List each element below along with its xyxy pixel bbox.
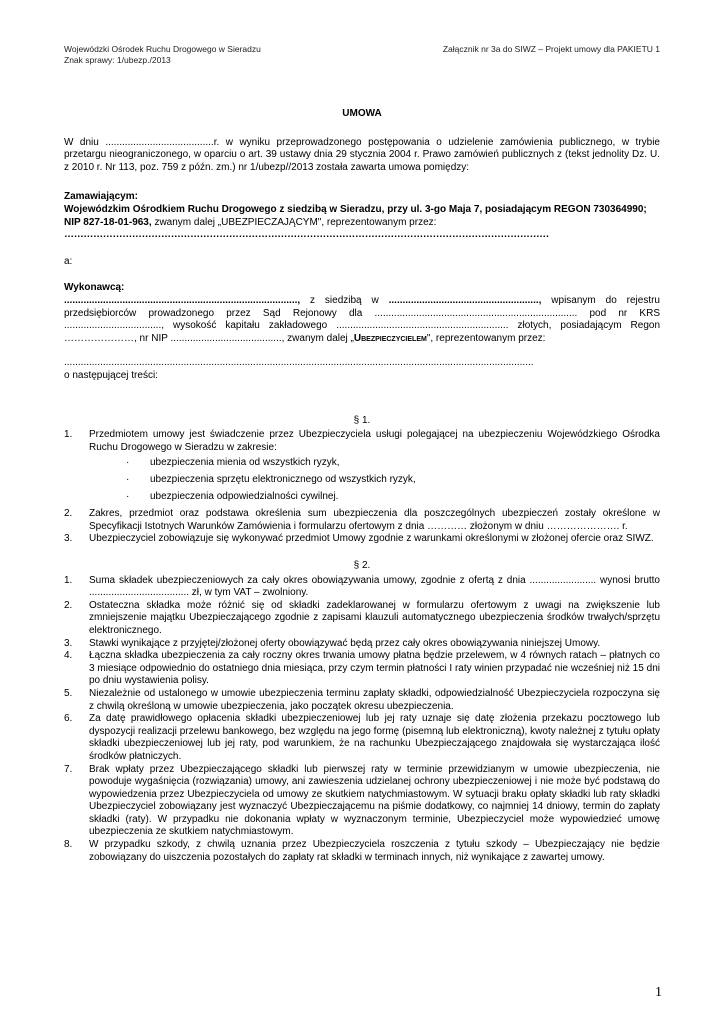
bullet-item: [89, 457, 660, 470]
item-number: 2.: [64, 508, 73, 520]
zamawiajacy-nip: NIP 827-18-01-963,: [64, 216, 152, 228]
header-institution: Wojewódzki Ośrodek Ruchu Drogowego w Sieradzu: [64, 44, 261, 54]
section-1-title: § 1.: [353, 414, 371, 426]
list-item: [64, 839, 660, 864]
zamawiajacy-nip-line: [64, 217, 660, 230]
zamawiajacy-rest: zwanym dalej „UBEZPIECZAJĄCYM", reprezentowanym przez:: [154, 216, 437, 228]
list-item: [64, 650, 660, 688]
bullet-icon: ·: [126, 491, 130, 503]
item-text: Ostateczna składka może różnić się od składki zadeklarowanej w formularzu ofertowym z uwagi na zwiększenie lub zmniejszenie majątku Ubezpieczającego zgodnie z zapisami klauzuli automatycznego ubezpieczenia środków trwałych/sprzętu elektronicznego.: [89, 599, 660, 636]
header-case-number: Znak sprawy: 1/ubezp./2013: [64, 55, 171, 65]
list-item: [64, 688, 660, 713]
section-2-title: § 2.: [353, 560, 371, 572]
zamawiajacy-dots: ……………………………………………………………………………………………………………………………………: [64, 229, 550, 241]
item-number: 7.: [64, 763, 73, 775]
wykonawca-dots-name: ....................................................................................,: [64, 294, 301, 306]
following-content: o następującej treści:: [64, 369, 158, 381]
zamawiajacy-line: Wojewódzkim Ośrodkiem Ruchu Drogowego z siedzibą w Sieradzu, przy ul. 3-go Maja 7, posiadającym REGON 730364990;: [64, 203, 647, 215]
section-2-list: [64, 575, 660, 865]
intro-paragraph: W dniu .......................................r. w wyniku przeprowadzonego postępowania o udzielenie zamówienia publicznego, w trybie przetargu nieograniczonego, w oparciu o art. 39 ustawy dnia 29 stycznia 2004 r. Prawo zamówień publicznych z (tekst jednolity Dz. U. z 2010 r. Nr 113, poz. 759 z późn. zm.) nr 1/ubezp//2013 została zawarta umowa pomiędzy:: [64, 136, 660, 173]
bullet-icon: ·: [126, 474, 130, 486]
item-text: Brak wpłaty przez Ubezpieczającego składki lub pierwszej raty w terminie przewidzianym w umowie ubezpieczenia, nie powoduje wygaśnięcia (rozwiązania) umowy, ani zawieszenia udzielanej ochrony ubezpieczeniowej i nie może być podstawą do wypowiedzenia przez Ubezpieczyciela od umowy ze skutkiem natychmiastowym. W sytuacji braku opłaty składki lub raty składki Ubezpieczyciel zobowiązany jest wyznaczyć Ubezpieczającemu na piśmie dodatkowy, co najmniej 14 dniowy, termin do zapłaty składki (raty). W przypadku nie dokonania wpłaty w wyznaczonym terminie, Ubezpieczyciel może wypowiedzieć umowę ubezpieczenia ze skutkiem natychmiastowym.: [89, 763, 660, 838]
wykonawca-ubezpieczyciel: Ubezpieczycielem: [353, 332, 427, 344]
list-item: [64, 429, 660, 504]
item-text: Suma składek ubezpieczeniowych za cały okres obowiązywania umowy, zgodnie z ofertą z dnia ........................ wynosi brutto .................................... zł, w tym VAT – zwolniony.: [89, 574, 660, 599]
bullet-text: ubezpieczenia mienia od wszystkich ryzyk,: [150, 457, 340, 469]
wykonawca-paragraph: [64, 295, 660, 345]
page-number: 1: [655, 985, 662, 1000]
item-text: Stawki wynikające z przyjętej/złożonej oferty obowiązywać będą przez cały okres obowiązywania niniejszej Umowy.: [89, 637, 601, 649]
list-item: [64, 508, 660, 533]
item-number: 2.: [64, 599, 73, 611]
document-title: UMOWA: [342, 108, 382, 119]
wykonawca-dots-representative: .........................................................................................................................................................................: [64, 357, 534, 369]
list-item: [64, 713, 660, 763]
item-number: 8.: [64, 839, 73, 851]
item-text: Zakres, przedmiot oraz podstawa określenia sum ubezpieczenia dla poszczególnych ubezpieczeń zostały określone w Specyfikacji Istotnych Warunków Zamówienia i formularzu ofertowym z dnia ………… złożonym w dniu …………………. r.: [89, 508, 660, 532]
document-body: [64, 108, 660, 864]
bullet-icon: ·: [126, 457, 130, 469]
item-number: 3.: [64, 533, 73, 545]
item-text: Za datę prawidłowego opłacenia składki ubezpieczeniowej lub jej raty uznaje się datę złożenia przekazu pocztowego lub dyspozycji realizacji przelewu bankowego, bez względu na jego formę (pisemną lub elektroniczną), kwoty należnej z tytułu opłaty składki ubezpieczeniowej lub jej raty, pod warunkiem, że na rachunku Ubezpieczającego znajdowała się wystarczająca ilość środków płatniczych.: [89, 713, 660, 762]
item-number: 1.: [64, 574, 73, 586]
wykonawca-label: Wykonawcą:: [64, 282, 125, 294]
item-number: 3.: [64, 637, 73, 649]
item-number: 6.: [64, 713, 73, 725]
item-number: 4.: [64, 650, 73, 662]
wykonawca-text2: wpisanym do rejestru przedsiębiorców prowadzonego przez Sąd Rejonowy dla ......................................................................... pod nr KRS ..................................., wysokość kapitału zakładowego .............................................................. złotych, posiadającym Regon …………………, nr NIP ........................................, zwanym dalej „: [64, 294, 660, 344]
header-right: Załącznik nr 3a do SIWZ – Projekt umowy dla PAKIETU 1: [442, 44, 660, 54]
item-number: 1.: [64, 429, 73, 441]
bullet-item: [89, 474, 660, 487]
list-item: [64, 533, 660, 546]
scope-bullet-list: [89, 457, 660, 504]
wykonawca-dots-seat: ......................................................,: [388, 294, 542, 306]
item-text: Ubezpieczyciel zobowiązuje się wykonywać przedmiot Umowy zgodnie z warunkami określonymi w złożonej ofercie oraz SIWZ.: [89, 533, 654, 545]
section-1-list: [64, 429, 660, 546]
list-item: [64, 600, 660, 638]
header-left: [64, 44, 261, 66]
item-number: 5.: [64, 687, 73, 699]
zamawiajacy-label: Zamawiającym:: [64, 191, 138, 203]
list-item: [64, 764, 660, 840]
a-label: a:: [64, 255, 73, 267]
item-text: W przypadku szkody, z chwilą uznania przez Ubezpieczyciela roszczenia z tytułu szkody – Ubezpieczający nie będzie zobowiązany do uiszczenia pozostałych do zapłaty rat składki w terminach innych, niż wynikające z zawartej umowy.: [89, 839, 660, 863]
list-item: [64, 575, 660, 600]
item-text: Łączna składka ubezpieczenia za cały roczny okres trwania umowy płatna będzie przelewem, w 4 równych ratach – płatnych co 3 miesiące odpowiednio do ostatniego dnia miesiąca, przy czym termin płatności I raty winien przypadać nie wcześniej niż 15 dni po dniu wystawienia polisy.: [89, 650, 660, 687]
bullet-item: [89, 491, 660, 504]
bullet-text: ubezpieczenia sprzętu elektronicznego od wszystkich ryzyk,: [150, 474, 416, 486]
wykonawca-text1: z siedzibą w: [300, 294, 389, 306]
item-text: Przedmiotem umowy jest świadczenie przez Ubezpieczyciela usługi polegającej na ubezpieczeniu Wojewódzkiego Ośrodka Ruchu Drogowego w Sieradzu w zakresie:: [89, 429, 660, 453]
wykonawca-text3: ", reprezentowanym przez:: [426, 332, 546, 344]
list-item: [64, 638, 660, 651]
bullet-text: ubezpieczenia odpowiedzialności cywilnej.: [150, 491, 339, 503]
item-text: Niezależnie od ustalonego w umowie ubezpieczenia terminu zapłaty składki, odpowiedzialność Ubezpieczyciela rozpoczyna się z chwilą określoną w umowie ubezpieczenia, jako początek okresu ubezpieczenia.: [89, 687, 660, 712]
